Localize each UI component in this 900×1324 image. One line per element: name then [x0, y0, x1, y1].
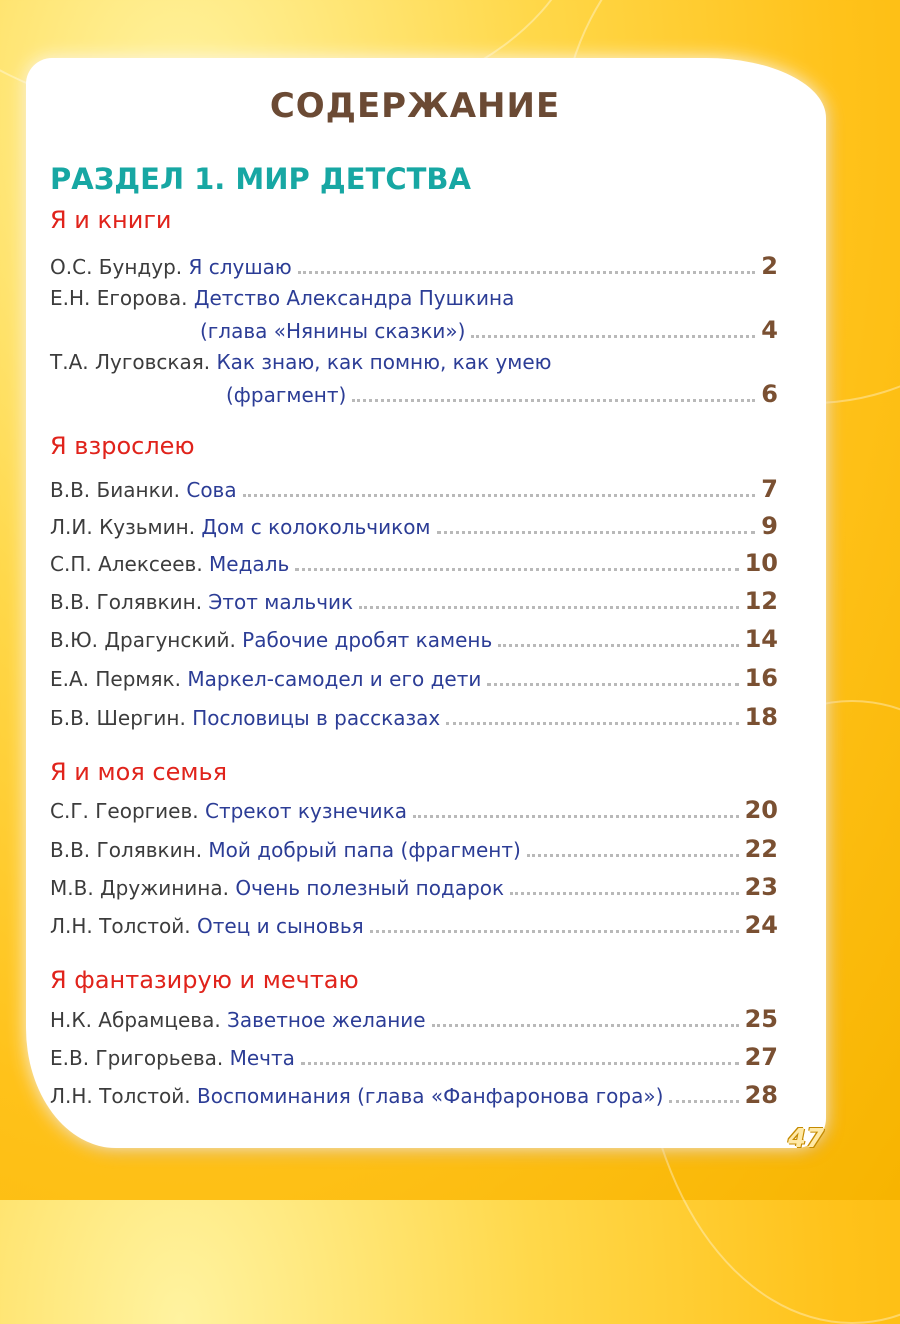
entry-title[interactable]: Я слушаю: [188, 255, 292, 279]
entry-author: Е.В. Григорьева.: [50, 1046, 224, 1070]
entry-page: 20: [744, 796, 778, 824]
dot-leader: [370, 930, 739, 933]
entry-title[interactable]: Мечта: [229, 1046, 295, 1070]
group-heading: Я и моя семья: [50, 758, 228, 786]
dot-leader: [669, 1100, 738, 1103]
page-title: СОДЕРЖАНИЕ: [269, 86, 561, 126]
entry-page: 27: [744, 1043, 778, 1071]
entry-page: 4: [761, 316, 778, 344]
dot-leader: [527, 854, 739, 857]
entry-page: 7: [761, 475, 778, 503]
entry-author: Л.И. Кузьмин.: [50, 515, 196, 539]
entry-title[interactable]: Маркел-самодел и его дети: [187, 667, 482, 691]
dot-leader: [432, 1024, 739, 1027]
group-heading: Я фантазирую и мечтаю: [50, 966, 359, 994]
dot-leader: [352, 399, 755, 402]
entry-title[interactable]: Отец и сыновья: [196, 914, 364, 938]
entry-page: 14: [744, 625, 778, 653]
entry-page: 6: [761, 380, 778, 408]
entry-author: Е.А. Пермяк.: [50, 667, 181, 691]
entry-page: 23: [744, 873, 778, 901]
dot-leader: [510, 892, 739, 895]
dot-leader: [437, 531, 756, 534]
entry-author: В.В. Голявкин.: [50, 838, 203, 862]
entry-author: В.В. Голявкин.: [50, 590, 203, 614]
toc-entry[interactable]: [50, 512, 778, 542]
dot-leader: [498, 644, 738, 647]
entry-page: 24: [744, 911, 778, 939]
entry-title[interactable]: Стрекот кузнечика: [204, 799, 408, 823]
toc-entry[interactable]: [50, 664, 778, 694]
entry-title[interactable]: Очень полезный подарок: [235, 876, 505, 900]
dot-leader: [446, 722, 738, 725]
toc-entry[interactable]: [50, 587, 778, 617]
group-heading: Я и книги: [50, 206, 172, 234]
entry-page: 22: [744, 835, 778, 863]
entry-title[interactable]: Рабочие дробят камень: [242, 628, 493, 652]
group-heading: Я взрослею: [50, 432, 195, 460]
entry-title[interactable]: Заветное желание: [227, 1008, 426, 1032]
toc-entry[interactable]: [50, 1005, 778, 1035]
entry-author: Л.Н. Толстой.: [50, 1084, 191, 1108]
dot-leader: [243, 494, 756, 497]
entry-page: 28: [744, 1081, 778, 1109]
entry-title[interactable]: Медаль: [209, 552, 290, 576]
entry-author: Л.Н. Толстой.: [50, 914, 191, 938]
entry-page: 18: [744, 703, 778, 731]
entry-author: С.П. Алексеев.: [50, 552, 203, 576]
toc-entry[interactable]: [50, 625, 778, 655]
toc-entry[interactable]: [50, 911, 778, 941]
toc-entry[interactable]: [50, 835, 778, 865]
toc-entry[interactable]: [50, 703, 778, 733]
entry-title-continued[interactable]: (фрагмент): [226, 383, 347, 407]
entry-title[interactable]: Пословицы в рассказах: [192, 706, 441, 730]
entry-page: 2: [761, 252, 778, 280]
dot-leader: [359, 606, 739, 609]
dot-leader: [487, 683, 738, 686]
toc-entry[interactable]: [50, 1043, 778, 1073]
dot-leader: [413, 815, 739, 818]
entry-title-continued[interactable]: (глава «Нянины сказки»): [200, 319, 466, 343]
toc-entry[interactable]: [50, 1081, 778, 1111]
entry-author: Е.Н. Егорова.: [50, 286, 188, 310]
toc-entry[interactable]: [50, 796, 778, 826]
entry-title[interactable]: Воспоминания (глава «Фанфаронова гора»): [196, 1084, 664, 1108]
entry-title[interactable]: Дом с колокольчиком: [201, 515, 431, 539]
entry-author: О.С. Бундур.: [50, 255, 183, 279]
entry-title[interactable]: Этот мальчик: [208, 590, 354, 614]
entry-author: Т.А. Луговская.: [50, 350, 211, 374]
toc-entry[interactable]: [50, 350, 778, 410]
entry-author: В.Ю. Драгунский.: [50, 628, 236, 652]
entry-title[interactable]: Как знаю, как помню, как умею: [216, 350, 552, 374]
entry-author: Н.К. Абрамцева.: [50, 1008, 221, 1032]
entry-author: Б.В. Шергин.: [50, 706, 186, 730]
entry-page: 12: [744, 587, 778, 615]
entry-author: М.В. Дружинина.: [50, 876, 229, 900]
section-heading: РАЗДЕЛ 1. МИР ДЕТСТВА: [50, 162, 471, 196]
entry-title[interactable]: Сова: [186, 478, 237, 502]
entry-page: 10: [744, 549, 778, 577]
entry-author: В.В. Бианки.: [50, 478, 180, 502]
entry-author: С.Г. Георгиев.: [50, 799, 199, 823]
dot-leader: [301, 1062, 739, 1065]
toc-entry[interactable]: [50, 475, 778, 505]
entry-title[interactable]: Детство Александра Пушкина: [193, 286, 515, 310]
dot-leader: [298, 271, 756, 274]
toc-entry[interactable]: [50, 286, 778, 346]
dot-leader: [295, 568, 738, 571]
entry-page: 25: [744, 1005, 778, 1033]
page-number: 47: [788, 1124, 825, 1154]
entry-page: 16: [744, 664, 778, 692]
entry-title[interactable]: Мой добрый папа (фрагмент): [208, 838, 521, 862]
toc-entry[interactable]: [50, 873, 778, 903]
dot-leader: [471, 335, 755, 338]
toc-entry[interactable]: [50, 549, 778, 579]
toc-entry[interactable]: [50, 252, 778, 282]
entry-page: 9: [761, 512, 778, 540]
